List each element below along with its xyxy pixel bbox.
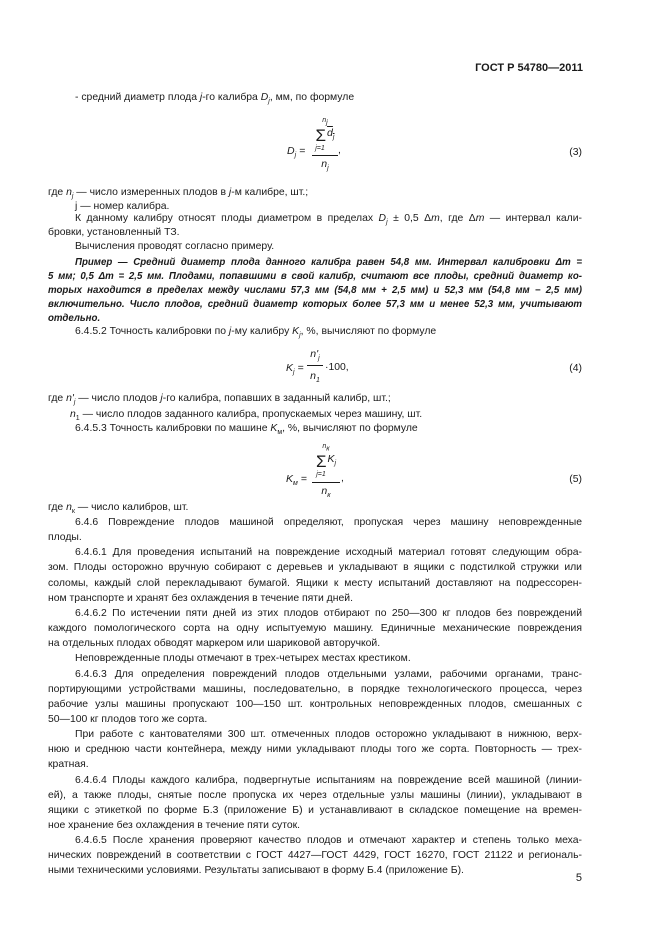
body-line: соломы, каждый слой перекладывают бумагой. Ящики к месту испытаний доставляют на подрессорен- (48, 577, 582, 589)
body-line: плоды. (48, 532, 82, 544)
body-line: портирующими устройствами машины, последовательно, в порядке технологического процесса, через (48, 683, 582, 695)
body-line: 6.4.6.4 Плоды каждого калибра, подвергнутые испытаниям на повреждение всей машиной (линии- (75, 774, 582, 786)
calib-para-line-1: К данному калибру относят плоды диаметром в пределах $D_j \pm 0,5$ Δm, где Δm — интервал кали- (75, 213, 582, 227)
body-line: 50—100 кг плодов того же сорта. (48, 713, 208, 725)
where-3-line-2: j — номер калибра. (75, 201, 170, 212)
example-line-2: 5 мм; 0,5 Δm = 2,5 мм. Плодами, попавшими в свой калибр, считают все плоды, средний диаметр ко- (48, 271, 582, 282)
body-line: 6.4.6.3 Для определения повреждений плодов отдельными узлами, рабочими органами, транс- (75, 668, 582, 680)
where-5: где $n_к$ — число калибров, шт. (48, 502, 189, 516)
body-line: рабочие узлы машины пропускают 100—150 шт. контрольных неповрежденных плодов, смешанных с (48, 698, 582, 710)
document-header: ГОСТ Р 54780—2011 (475, 62, 583, 74)
example-line-4: включительно. Число плодов, средний диаметр которых более 57,3 мм и менее 52,3 мм, учитывают (48, 299, 582, 310)
body-line: зом. Плоды осторожно вручную собирают с деревьев и укладывают в ящики с подстилкой стружки или (48, 562, 582, 574)
body-line: на отдельных плодах обводят маркером или шариковой авторучкой. (48, 638, 381, 650)
body-line: ными техническими условиями. Результаты записывают в форму Б.4 (приложение Б). (48, 865, 464, 877)
body-line: 6.4.6.5 После хранения проверяют качество плодов и отмечают характер и степень только меха- (75, 835, 582, 847)
example-line-3: торых находится в пределах между числами 57,3 мм (54,8 мм + 2,5 мм) и 52,3 мм (54,8 мм − 2,5 мм) (48, 285, 582, 296)
equation-number-5: (5) (569, 474, 582, 485)
body-line: 6.4.6.1 Для проведения испытаний на повреждение исходный материал готовят следующим обра- (75, 547, 582, 559)
body-line: Неповрежденные плоды отмечают в трех-четырех местах крестиком. (75, 653, 411, 665)
body-line: кратная. (48, 759, 89, 771)
calib-para-line-2: бровки, установленный ТЗ. (48, 227, 180, 238)
body-line: каждого помологического сорта на одну испытуемую машину. Единичные механические повреждения (48, 623, 582, 635)
body-line: ное хранение без охлаждения в течение пяти суток. (48, 820, 301, 831)
body-line: нюю и среднюю части контейнера, между ними укладывают плоды того же сорта. Повторность — трех- (48, 744, 582, 756)
body-line: нических повреждений в соответствии с ГОСТ 4427—ГОСТ 4429, ГОСТ 16270, ГОСТ 21122 и региональ- (48, 850, 582, 862)
body-line: 6.4.6.2 По истечении пяти дней из этих плодов отбирают по 250—300 кг плодов без повреждений (75, 607, 582, 619)
where-3-line-1: где $n_j$ — число измеренных плодов в j-м калибре, шт.; (48, 187, 309, 201)
calib-para-line-3: Вычисления проводят согласно примеру. (75, 241, 275, 252)
page-number: 5 (575, 872, 582, 884)
section-6-4-5-2: 6.4.5.2 Точность калибровки по j-му калибру $K_j$, %, вычисляют по формуле (75, 326, 437, 340)
equation-number-4: (4) (569, 363, 582, 374)
where-4-line-2: $n_1$ — число плодов заданного калибра, пропускаемых через машину, шт. (70, 409, 423, 423)
body-line: ном транспорте и хранят без охлаждения в течение пяти дней. (48, 592, 353, 604)
body-line: 6.4.6 Повреждение плодов машиной определяют, пропуская через машину неповрежденные (75, 517, 582, 528)
section-6-4-5-3: 6.4.5.3 Точность калибровки по машине $K_м$, %, вычисляют по формуле (75, 423, 418, 437)
example-line-5: отдельно. (48, 313, 101, 324)
equation-number-3: (3) (569, 147, 582, 158)
example-line-1: Пример — Средний диаметр плода данного калибра равен 54,8 мм. Интервал калибровки Δm = (75, 257, 583, 268)
body-line: ей), а также плоды, снятые после пропуска их через отдельные узлы машины (линии), укладывают в (48, 789, 582, 801)
where-4-line-1: где $n'_j$ — число плодов j-го калибра, попавших в заданный калибр, шт.; (48, 393, 391, 407)
body-line: При работе с кантователями 300 шт. отмеченных плодов осторожно укладывают в нижнюю, верх- (75, 729, 582, 741)
body-line: ящики с этикеткой по форме Б.3 (приложение Б) и устанавливают в складское помещение на времен- (48, 804, 582, 816)
intro-line: - средний диаметр плода j-го калибра $D_j$, мм, по формуле (75, 92, 355, 106)
